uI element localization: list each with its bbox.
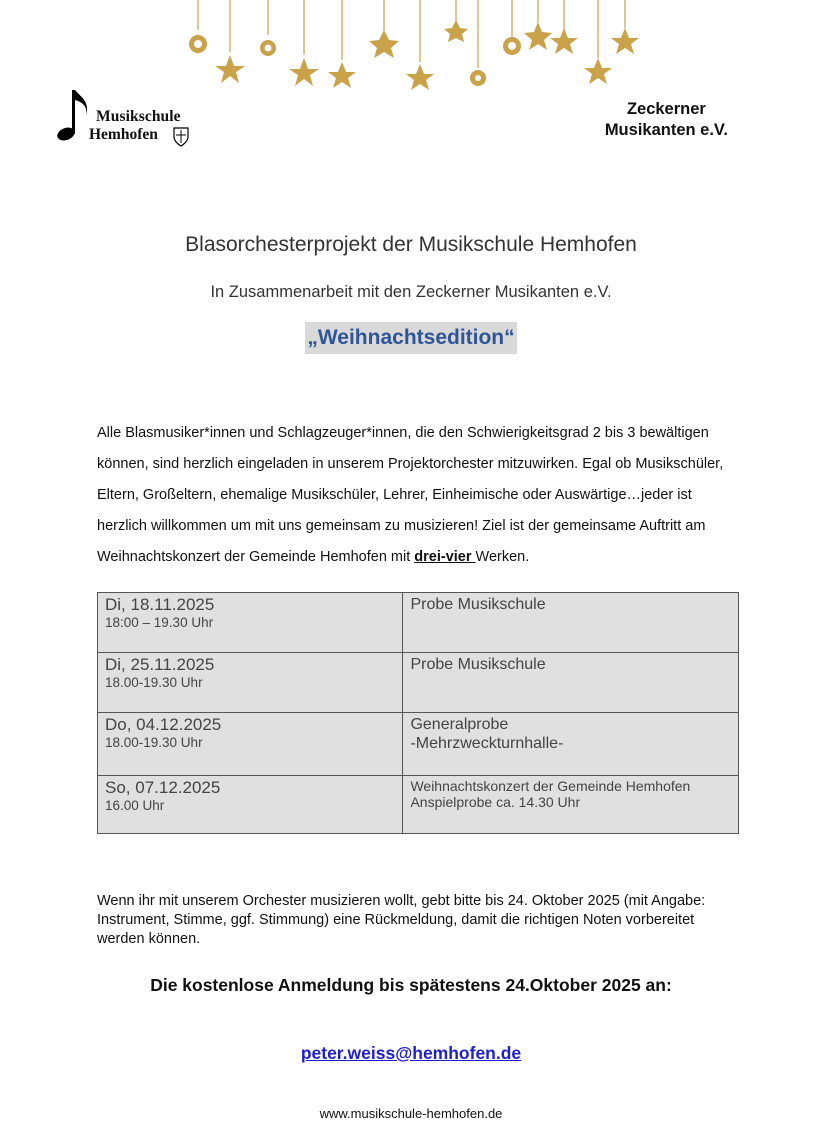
- schedule-date-cell: [98, 713, 403, 776]
- schedule-event-cell: [403, 776, 739, 834]
- schedule-time: 18.00-19.30 Uhr: [105, 675, 203, 690]
- intro-paragraph: [97, 418, 737, 573]
- christmas-ornaments-garland: [170, 0, 650, 95]
- org-name-line-2: Musikanten e.V.: [604, 121, 728, 139]
- schedule-date: Di, 25.11.2025: [105, 655, 215, 674]
- schedule-event-cell: [403, 653, 739, 713]
- intro-text: Alle Blasmusiker*innen und Schlagzeuger*innen, die den Schwierigkeitsgrad 2 bis 3 bewältigen können, sind herzlich eingeladen in unserem Projektorchester mitzuwirken. Egal ob Musikschüler, Eltern, Großeltern, ehemalige Musikschüler, Lehrer, Einheimische oder Auswärtige…jeder ist herzlich willkommen um mit uns gemeinsam zu musizieren! Ziel ist der gemeinsame Auftritt am Weihnachtskonzert der Gemeinde Hemhofen mit: [97, 425, 724, 565]
- intro-text-end: Werken.: [475, 549, 530, 565]
- schedule-date: Do, 04.12.2025: [105, 715, 222, 734]
- schedule-event-detail: -Mehrzweckturnhalle-: [410, 735, 564, 752]
- schedule-event: Generalprobe: [410, 716, 509, 733]
- org-name-line-1: Zeckerner: [626, 100, 706, 118]
- email-wrapper: [0, 1043, 822, 1064]
- schedule-date-cell: [98, 653, 403, 713]
- registration-deadline: Die kostenlose Anmeldung bis spätestens 24.Oktober 2025 an:: [150, 975, 672, 995]
- logo-line-1: Musikschule: [96, 108, 181, 125]
- edition-heading: „Weihnachtsedition“: [305, 322, 516, 354]
- schedule-row: [98, 713, 739, 776]
- schedule-row: [98, 593, 739, 653]
- schedule-date: So, 07.12.2025: [105, 778, 221, 797]
- schedule-table: [97, 592, 739, 834]
- logo-line-2: Hemhofen: [89, 126, 158, 143]
- schedule-date-cell: [98, 593, 403, 653]
- schedule-row: [98, 776, 739, 834]
- schedule-date-cell: [98, 776, 403, 834]
- schedule-event-cell: [403, 593, 739, 653]
- schedule-date: Di, 18.11.2025: [105, 595, 215, 614]
- schedule-event: Probe Musikschule: [410, 596, 546, 613]
- page-title: Blasorchesterprojekt der Musikschule Hemhofen: [185, 233, 637, 256]
- musikschule-logo: [56, 86, 201, 152]
- intro-highlight: drei-vier: [414, 549, 476, 565]
- org-name: [605, 99, 728, 141]
- schedule-event: Weihnachtskonzert der Gemeinde Hemhofen: [410, 778, 691, 794]
- schedule-event-cell: [403, 713, 739, 776]
- registration-note: Wenn ihr mit unserem Orchester musizieren wollt, gebt bitte bis 24. Oktober 2025 (mit Angabe: Instrument, Stimme, ggf. Stimmung) eine Rückmeldung, damit die richtigen Noten vorbereitet werden können.: [97, 893, 706, 947]
- contact-email-link[interactable]: peter.weiss@hemhofen.de: [300, 1043, 522, 1063]
- schedule-event-detail: Anspielprobe ca. 14.30 Uhr: [410, 794, 581, 810]
- schedule-time: 18:00 – 19.30 Uhr: [105, 615, 214, 630]
- schedule-time: 18.00-19.30 Uhr: [105, 735, 203, 750]
- page-subtitle: In Zusammenarbeit mit den Zeckerner Musikanten e.V.: [210, 283, 612, 301]
- schedule-event: Probe Musikschule: [410, 656, 546, 673]
- website-footer: www.musikschule-hemhofen.de: [319, 1106, 503, 1121]
- coat-of-arms-icon: [173, 127, 189, 147]
- schedule-row: [98, 653, 739, 713]
- edition-wrapper: [0, 322, 822, 354]
- schedule-time: 16.00 Uhr: [105, 798, 165, 813]
